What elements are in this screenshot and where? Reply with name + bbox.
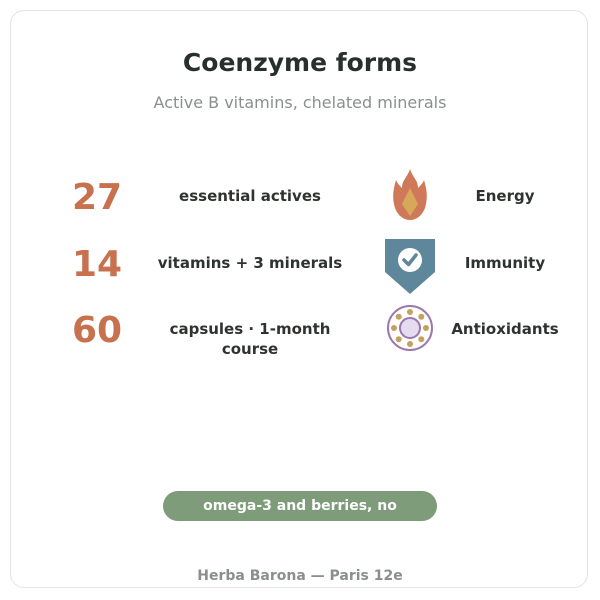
- stat-number-capsules: 60: [71, 310, 123, 351]
- stat-label-capsules: capsules · 1-month course: [169, 320, 331, 358]
- footer-text: Herba Barona — Paris 12e: [197, 568, 403, 584]
- benefit-label-immunity: Immunity: [464, 254, 546, 272]
- page-subtitle: Active B vitamins, chelated minerals: [153, 93, 447, 112]
- page-title: Coenzyme forms: [182, 48, 418, 77]
- stat-number-vitamins: 14: [71, 244, 123, 285]
- stat-label-vitamins: vitamins + 3 minerals: [157, 254, 343, 272]
- benefit-label-energy: Energy: [475, 187, 535, 205]
- stat-label-actives: essential actives: [179, 187, 321, 205]
- cell-dots-icon: [385, 298, 435, 358]
- stat-number-actives: 27: [71, 177, 123, 218]
- feature-badge: omega-3 and berries, no excipients: [163, 491, 437, 521]
- shield-check-icon: [385, 236, 435, 296]
- flame-icon: [385, 166, 435, 226]
- benefit-label-antioxidants: Antioxidants: [451, 320, 559, 338]
